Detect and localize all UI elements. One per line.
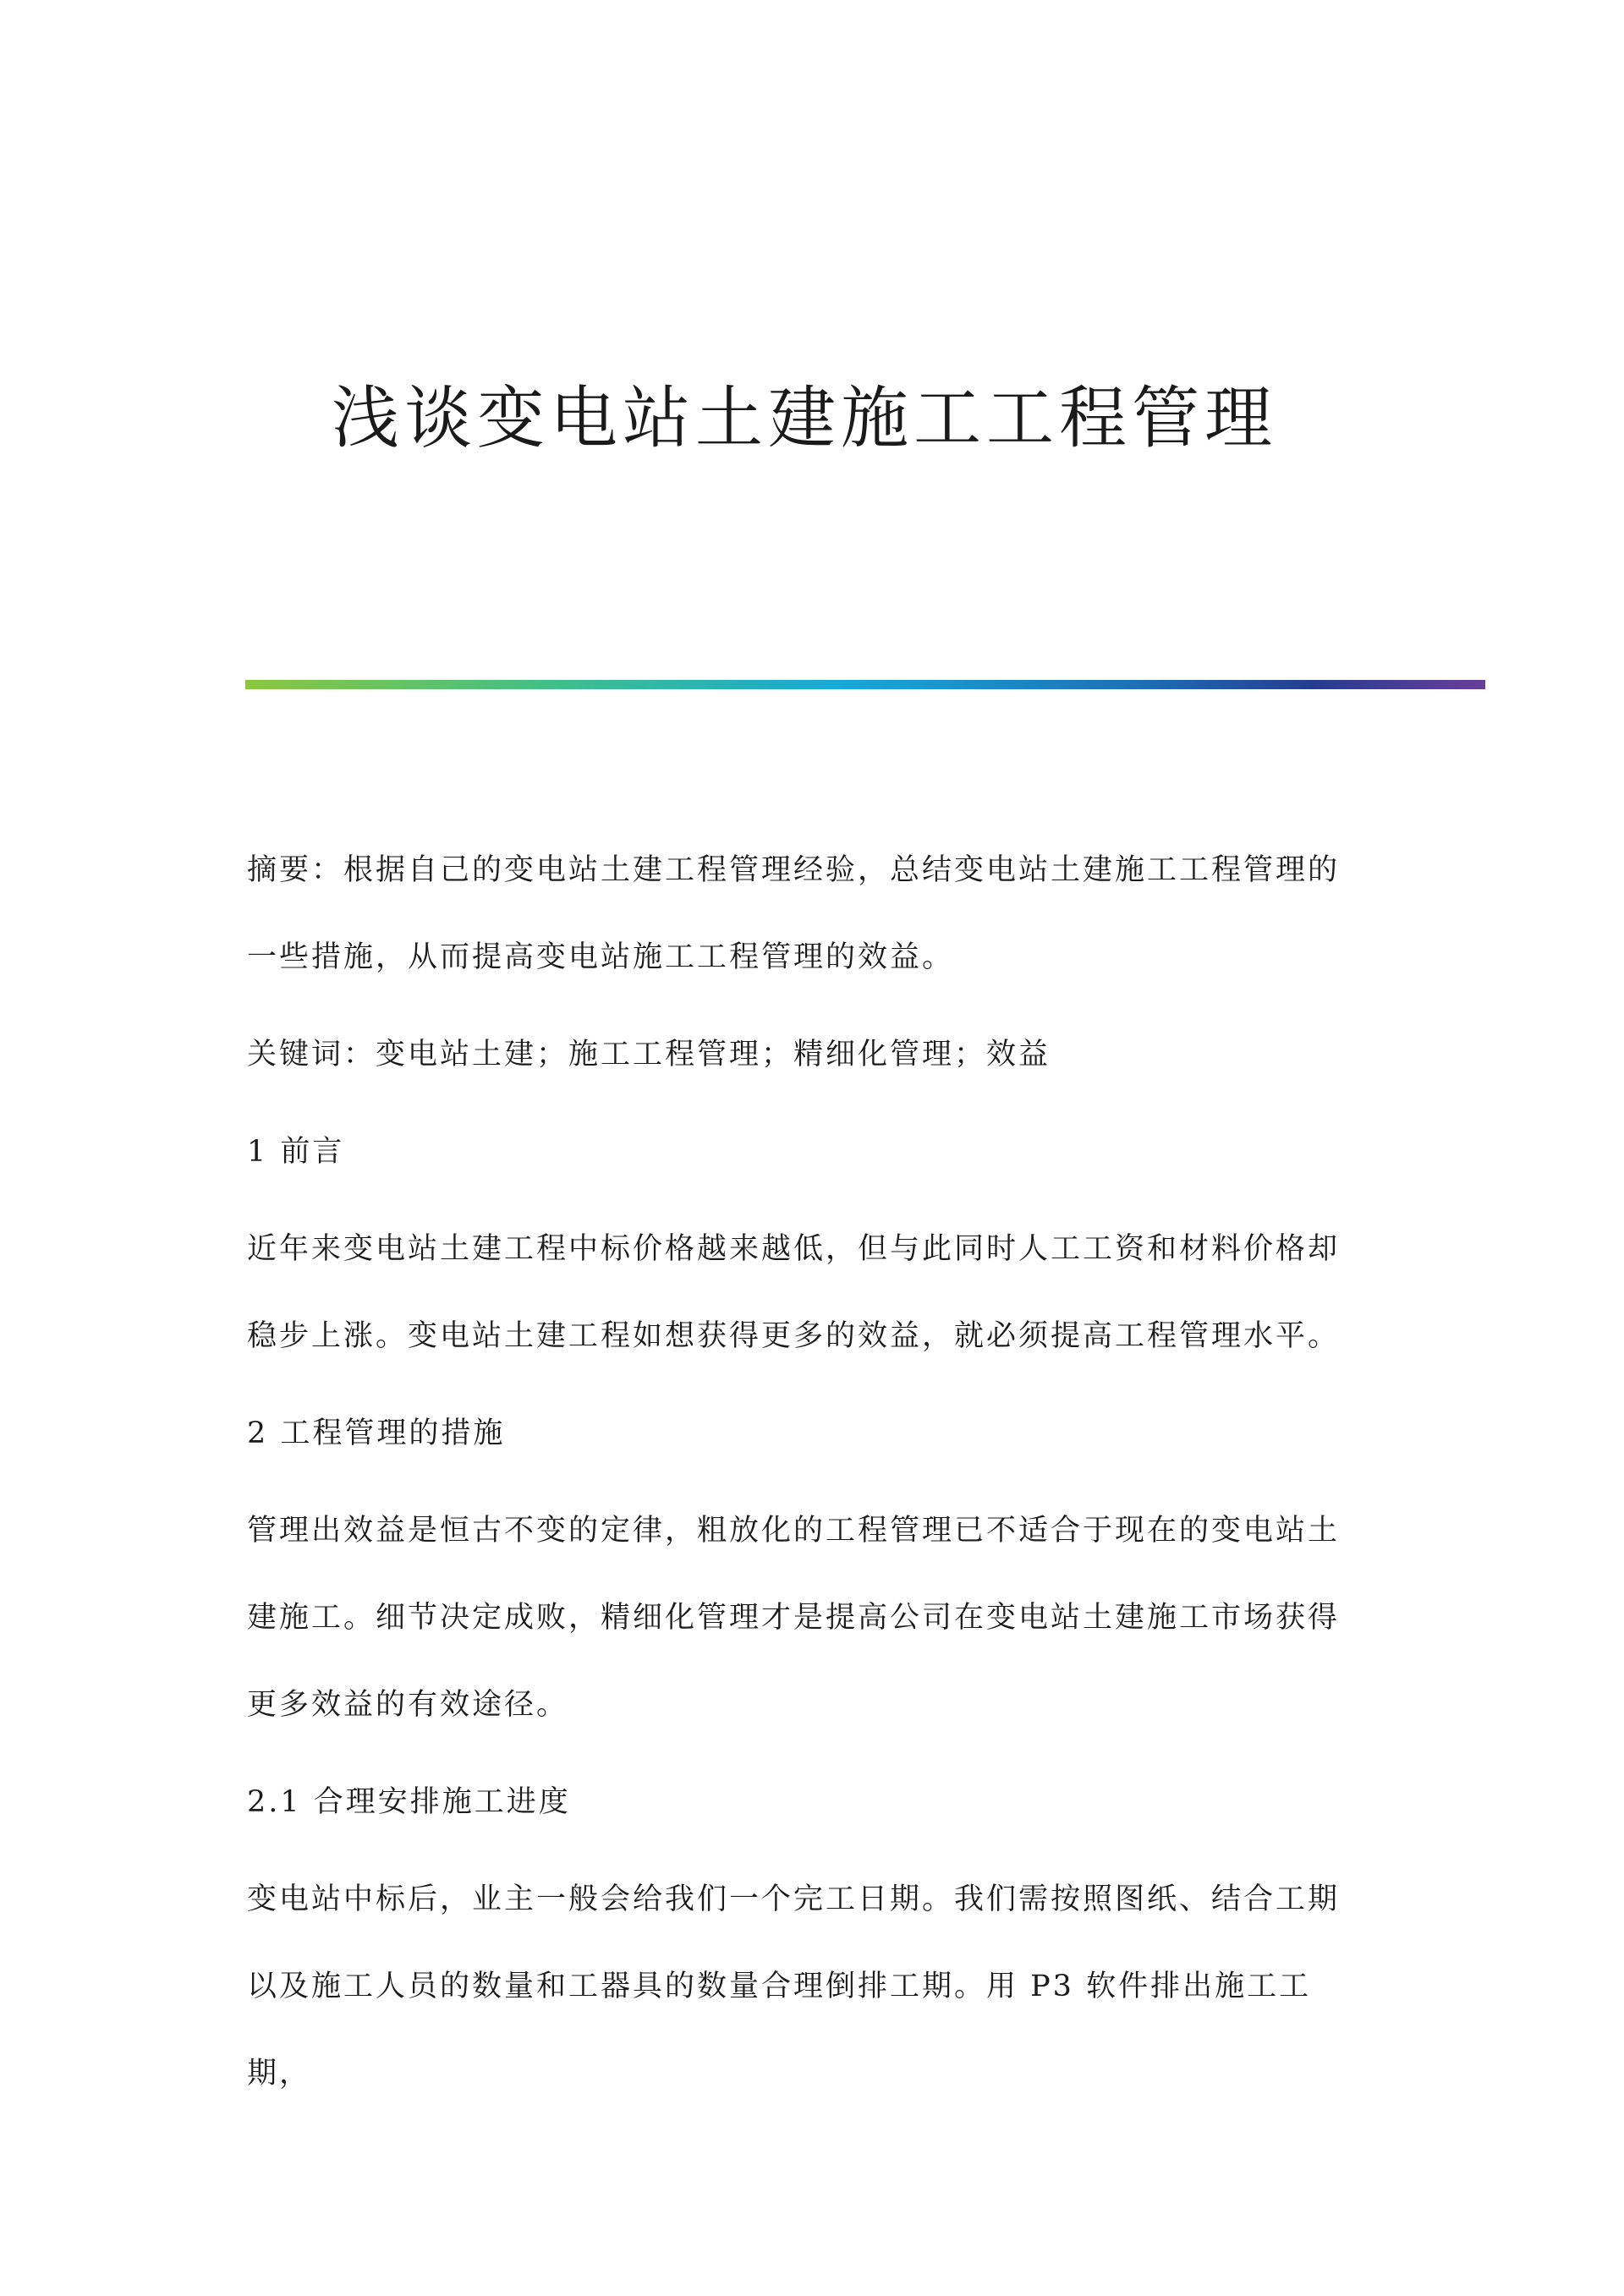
document-title-text: 浅谈变电站土建施工工程管理: [332, 379, 1277, 458]
keywords-paragraph: 关键词：变电站土建；施工工程管理；精细化管理；效益: [247, 1038, 1051, 1071]
body-paragraph-2: 管理出效益是恒古不变的定律，粗放化的工程管理已不适合于现在的变电站土建施工。细节决定成败，精细化管理才是提高公司在变电站土建施工市场获得更多效益的有效途径。: [247, 1514, 1341, 1722]
section-heading-1: 1 前言: [247, 1135, 345, 1169]
body-paragraph-1: 近年来变电站土建工程中标价格越来越低，但与此同时人工工资和材料价格却稳步上涨。变电站土建工程如想获得更多的效益，就必须提高工程管理水平。: [247, 1232, 1341, 1353]
body-paragraph-3: 变电站中标后，业主一般会给我们一个完工日期。我们需按照图纸、结合工期以及施工人员的数量和工器具的数量合理倒排工期。用 P3 软件排出施工工期，: [247, 1882, 1341, 2091]
document-title: [0, 372, 1624, 465]
section-heading-2-1: 2.1 合理安排施工进度: [247, 1785, 571, 1819]
section-heading-2: 2 工程管理的措施: [247, 1417, 506, 1450]
abstract-paragraph: 摘要：根据自己的变电站土建工程管理经验，总结变电站土建施工工程管理的一些措施，从而提高变电站施工工程管理的效益。: [247, 853, 1341, 974]
title-divider: [245, 680, 1485, 689]
document-body: [247, 827, 1363, 2128]
